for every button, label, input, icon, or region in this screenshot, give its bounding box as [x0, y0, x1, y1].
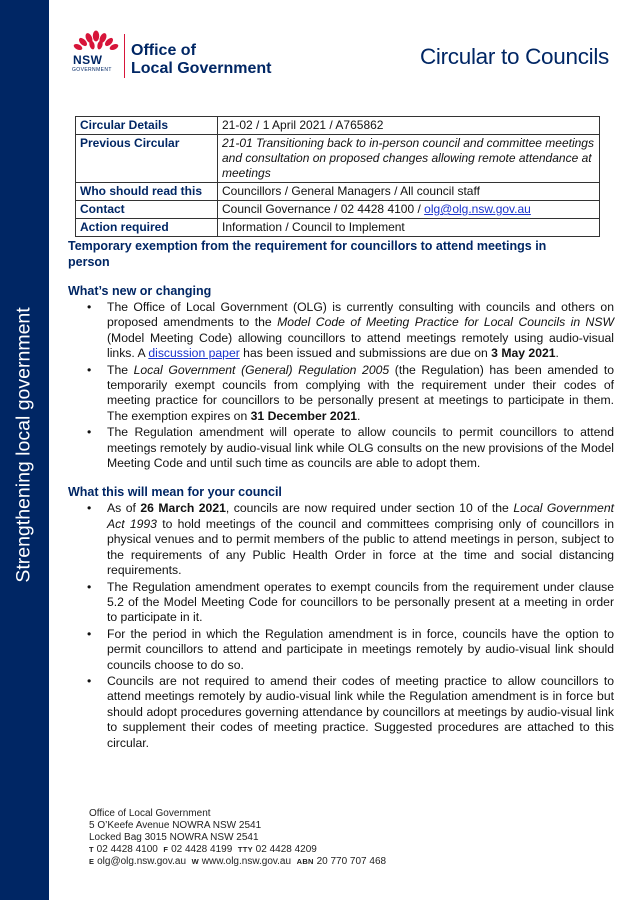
- tty-value: 02 4428 4209: [255, 844, 317, 856]
- table-row: [76, 201, 600, 219]
- circular-details-table: [75, 116, 600, 237]
- text-run-bold: 3 May 2021: [491, 346, 556, 361]
- section-new-list: [68, 300, 614, 471]
- contact-footer: [89, 808, 386, 868]
- text-run: , councils are now required under section 10 of the: [225, 501, 514, 516]
- text-run: Councils are not required to amend their codes of meeting practice to allow councillors to attend meetings remotely by audio-visual link while the Regulation amendment is in force but should adopt procedures governing attendance by councillors at meetings by audio-visual link to supplement their codes of meeting practice. Suggested procedures are attached to this circular.: [107, 673, 614, 750]
- contact-email-link[interactable]: olg@olg.nsw.gov.au: [424, 202, 531, 216]
- list-item: [87, 579, 614, 626]
- text-run: .: [357, 408, 361, 423]
- row-label: Circular Details: [76, 117, 218, 135]
- footer-phone-line: [89, 844, 386, 856]
- bullet-icon: •: [87, 362, 92, 377]
- text-run-italic: Local Government (General) Regulation 2005: [133, 362, 390, 377]
- text-run: The Regulation amendment operates to exempt councils from the requirement under clause 5.2 of the Model Meeting Code for councillors to be personally present at a meeting in order to participate in it.: [107, 579, 614, 625]
- logo-government-text: GOVERNMENT: [72, 67, 112, 73]
- logo-org-line1: Office of: [131, 42, 196, 59]
- web-label: W: [191, 857, 199, 867]
- sidebar-tagline: Strengthening local government: [12, 307, 35, 583]
- logo-divider: [124, 34, 125, 78]
- text-run: The Office of Local Government (OLG) is currently consulting with councils and others on proposed amendments to the: [107, 300, 614, 330]
- text-run: The: [107, 362, 134, 377]
- bullet-icon: •: [87, 501, 92, 516]
- text-run: to hold meetings of the council and committees comprising only of councillors in physical venues and to permit members of the public to attend meetings in person, subject to the requirements of any Public Health Order in force at the time and social distancing requirements.: [107, 516, 614, 578]
- list-item: [87, 673, 614, 751]
- discussion-paper-link[interactable]: discussion paper: [148, 346, 240, 361]
- email-label: E: [89, 857, 95, 867]
- text-run: For the period in which the Regulation amendment is in force, councils have the option to permit councillors to attend and participate in meetings remotely by audio-visual link should councils choose to do so.: [107, 626, 614, 672]
- abn-value: 20 770 707 468: [316, 856, 387, 868]
- row-label: Action required: [76, 219, 218, 237]
- nsw-olg-logo: [70, 30, 290, 80]
- footer-web-line: [89, 856, 386, 868]
- table-row: [76, 135, 600, 183]
- list-item: [87, 300, 614, 362]
- table-row: [76, 117, 600, 135]
- table-row: [76, 183, 600, 201]
- bullet-icon: •: [87, 579, 92, 594]
- list-item: [87, 425, 614, 471]
- footer-street-address: 5 O’Keefe Avenue NOWRA NSW 2541: [89, 820, 262, 832]
- text-run-italic: Model Code of Meeting Practice for Local Councils in NSW: [277, 315, 614, 330]
- document-type-heading: Circular to Councils: [419, 44, 609, 69]
- fax-value: 02 4428 4199: [171, 844, 233, 856]
- text-run: (Model Meeting Code) allowing councillors to attend meetings remotely using audio-visual links. A: [107, 330, 614, 361]
- text-run-italic: Local Government Act 1993: [107, 501, 614, 531]
- waratah-icon: [70, 30, 122, 54]
- list-item: [87, 501, 614, 578]
- row-label: Previous Circular: [76, 135, 218, 183]
- phone-label: T: [89, 845, 94, 855]
- logo-org-line2: Local Government: [131, 60, 272, 77]
- bullet-icon: •: [87, 300, 92, 314]
- phone-value: 02 4428 4100: [96, 844, 158, 856]
- list-item: [87, 362, 614, 425]
- footer-postal-address: Locked Bag 3015 NOWRA NSW 2541: [89, 832, 259, 844]
- tty-label: TTY: [237, 845, 253, 855]
- row-label: Who should read this: [76, 183, 218, 201]
- text-run-bold: 31 December 2021: [250, 408, 358, 423]
- row-value: [218, 201, 600, 219]
- text-run: has been issued and submissions are due on: [239, 346, 492, 361]
- section-meaning-list: [68, 501, 614, 751]
- section-heading-new: What’s new or changing: [68, 284, 212, 298]
- table-row: [76, 219, 600, 237]
- row-value: 21-02 / 1 April 2021 / A765862: [218, 117, 600, 135]
- bullet-icon: •: [87, 626, 92, 641]
- list-item: [87, 626, 614, 673]
- circular-body: [68, 238, 614, 752]
- section-heading-meaning: What this will mean for your council: [68, 485, 282, 500]
- circular-title: Temporary exemption from the requirement for councillors to attend meetings in person: [68, 239, 547, 269]
- text-run: (the Regulation) has been amended to temporarily exempt councils from complying with the requirement under their codes of meeting practice for councillors to be personally present at meetings to participate in them. The exemption expires on: [107, 362, 614, 423]
- text-run-bold: 26 March 2021: [140, 501, 226, 516]
- row-label: Contact: [76, 201, 218, 219]
- fax-label: F: [163, 845, 169, 855]
- abn-label: ABN: [296, 857, 314, 867]
- text-run: .: [555, 346, 559, 361]
- web-value[interactable]: www.olg.nsw.gov.au: [201, 856, 292, 868]
- footer-org: Office of Local Government: [89, 808, 211, 819]
- contact-text: Council Governance / 02 4428 4100 /: [222, 202, 425, 216]
- bullet-icon: •: [87, 673, 92, 688]
- row-value: Councillors / General Managers / All council staff: [218, 183, 600, 201]
- row-value: 21-01 Transitioning back to in-person council and committee meetings and consultation on proposed changes allowing remote attendance at meetings: [218, 135, 600, 183]
- row-value: Information / Council to Implement: [218, 219, 600, 237]
- sidebar-band: [0, 0, 49, 900]
- email-value[interactable]: olg@olg.nsw.gov.au: [97, 856, 187, 868]
- text-run: The Regulation amendment will operate to allow councils to permit councillors to attend meetings remotely by audio-visual link while OLG consults on the new provisions of the Model Meeting Code and until such time as councils are able to adopt them.: [107, 425, 614, 471]
- bullet-icon: •: [87, 425, 92, 440]
- logo-nsw-text: NSW: [73, 53, 103, 67]
- text-run: As of: [107, 501, 141, 516]
